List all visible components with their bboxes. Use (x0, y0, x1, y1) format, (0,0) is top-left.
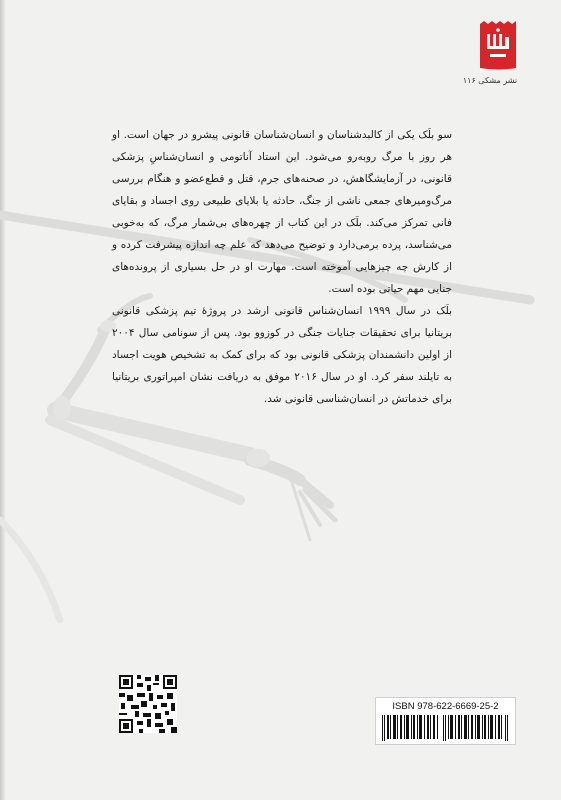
publisher-logo (478, 20, 518, 72)
blurb-paragraph-2: بلَک در سال ۱۹۹۹ انسان‌شناس قانونی ارشد در پروژهٔ تیم پزشکی قانونی بریتانیا برای تحقیقات جنایات جنگی در کوزوو بود. پس از سونامی سال ۲۰۰۴ از اولین دانشمندان پزشکی قانونی بود که برای کمک به تشخیص هویت اجساد به تایلند سفر کرد. او در سال ۲۰۱۶ موفق به دریافت نشان امپراتوری بریتانیا برای خدماتش در انسان‌شناسی قانونی شد. (112, 305, 453, 405)
publisher-series-caption: نشر مشکی ۱۱۶ (462, 76, 518, 85)
barcode (382, 715, 509, 741)
isbn-barcode-box (375, 697, 516, 745)
back-cover-blurb (112, 124, 452, 410)
isbn-number: ISBN 978-622-6669-25-2 (392, 701, 499, 712)
blurb-paragraph-1: سو بلَک یکی از کالبدشناسان و انسان‌شناسان قانونی پیشرو در جهان است. او هر روز با مرگ روبه‌رو می‌شود. این استاد آناتومی و انسان‌شناسِ پزشکی قانونی، در آزمایشگاهش، در صحنه‌های جرم، قتل و قطع‌عضو و هنگام بررسی مرگ‌ومیرهای جمعی ناشی از جنگ، حادثه یا بلایای طبیعی روی اجساد و بقایای فانی تمرکز می‌کند. بلَک در این کتاب از چهره‌های بی‌شمار مرگ، که به‌خوبی می‌شناسد، پرده برمی‌دارد و توضیح می‌دهد که علم چه اندازه پیشرفت کرده و از کارش چه چیزهایی آموخته است. مهارت او در حل بسیاری از پرونده‌های جنایی مهم حیاتی بوده است. (112, 129, 452, 295)
qr-code (119, 675, 177, 733)
